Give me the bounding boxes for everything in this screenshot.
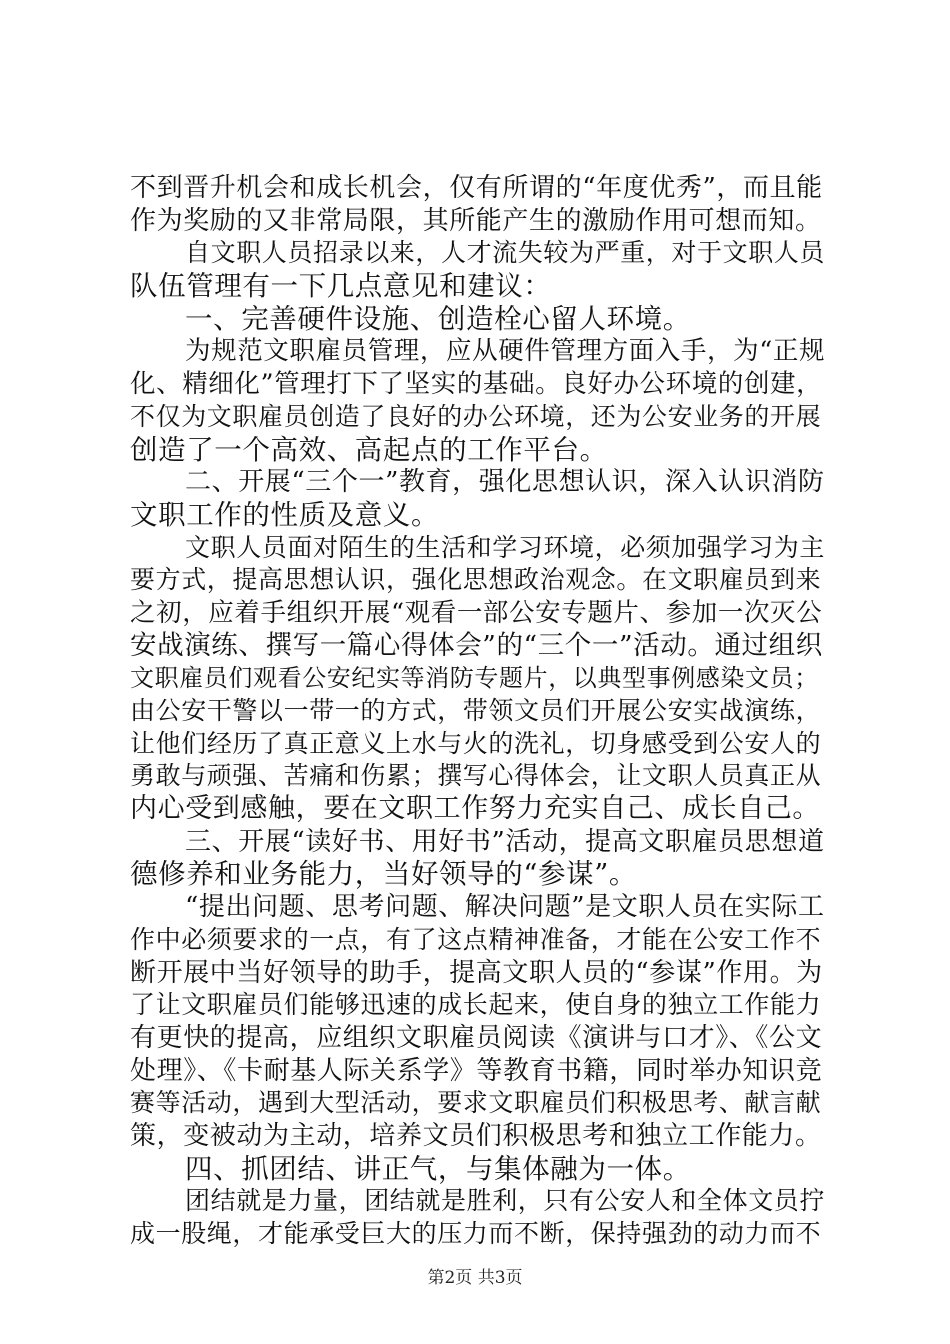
text-line: 有更快的提高，应组织文职雇员阅读《演讲与口才》、《公文: [130, 1022, 823, 1053]
text-line: 了让文职雇员们能够迅速的成长起来，使自身的独立工作能力: [130, 990, 822, 1020]
text-line: 团结就是力量，团结就是胜利，只有公安人和全体文员拧: [185, 1186, 826, 1216]
text-line: 二、开展“三个一”教育，强化思想认识，深入认识消防: [185, 467, 825, 498]
text-line: 自文职人员招录以来，人才流失较为严重，对于文职人员: [185, 238, 826, 268]
text-line: 文职雇员们观看公安纪实等消防专题片，以典型事例感染文员；: [130, 664, 819, 693]
text-line: 德修养和业务能力，当好领导的“参谋”。: [130, 858, 638, 891]
text-line: 四、抓团结、讲正气，与集体融为一体。: [185, 1152, 691, 1185]
text-line: 勇敢与顽强、苦痛和伤累；撰写心得体会，让文职人员真正从: [130, 761, 822, 791]
text-line: “提出问题、思考问题、解决问题”是文职人员在实际工: [185, 892, 825, 923]
text-line: 文职人员面对陌生的生活和学习环境，必须加强学习为主: [185, 532, 826, 562]
text-line: 让他们经历了真正意义上水与火的洗礼，切身感受到公安人的: [130, 728, 822, 758]
text-line: 成一股绳，才能承受巨大的压力而不断，保持强劲的动力而不: [130, 1219, 822, 1248]
text-line: 队伍管理有一下几点意见和建议：: [130, 270, 552, 303]
text-line: 一、完善硬件设施、创造栓心留人环境。: [185, 302, 691, 335]
page-number-footer: 第2页 共3页: [427, 1268, 523, 1288]
text-line: 作中必须要求的一点，有了这点精神准备，才能在公安工作不: [130, 924, 822, 954]
text-line: 之初，应着手组织开展“观看一部公安专题片、参加一次灭公: [130, 597, 823, 628]
text-line: 作为奖励的又非常局限，其所能产生的激励作用可想而知。: [130, 205, 822, 236]
text-line: 为规范文职雇员管理，应从硬件管理方面入手，为“正规: [185, 336, 826, 367]
text-line: 不仅为文职雇员创造了良好的办公环境，还为公安业务的开展: [130, 401, 822, 431]
text-line: 不到晋升机会和成长机会，仅有所谓的“年度优秀”，而且能: [130, 173, 823, 203]
text-line: 断开展中当好领导的助手，提高文职人员的“参谋”作用。为: [130, 957, 823, 988]
text-line: 创造了一个高效、高起点的工作平台。: [130, 433, 608, 466]
text-line: 处理》、《卡耐基人际关系学》等教育书籍，同时举办知识竞: [130, 1055, 823, 1086]
text-line: 要方式，提高思想认识，强化思想政治观念。在文职雇员到来: [130, 565, 822, 595]
text-line: 由公安干警以一带一的方式，带领文员们开展公安实战演练，: [130, 696, 822, 725]
document-body: [130, 172, 830, 1251]
text-line: 内心受到感触，要在文职工作努力充实自己、成长自己。: [130, 793, 820, 825]
text-line: 文职工作的性质及意义。: [130, 498, 440, 531]
text-line: 赛等活动，遇到大型活动，要求文职雇员们积极思考、献言献: [130, 1088, 822, 1118]
text-line: 策，变被动为主动，培养文员们积极思考和独立工作能力。: [130, 1120, 822, 1151]
text-line: 三、开展“读好书、用好书”活动，提高文职雇员思想道: [185, 826, 825, 857]
text-line: 化、精细化”管理打下了坚实的基础。良好办公环境的创建，: [130, 369, 823, 400]
text-line: 安战演练、撰写一篇心得体会”的“三个一”活动。通过组织: [130, 629, 823, 661]
